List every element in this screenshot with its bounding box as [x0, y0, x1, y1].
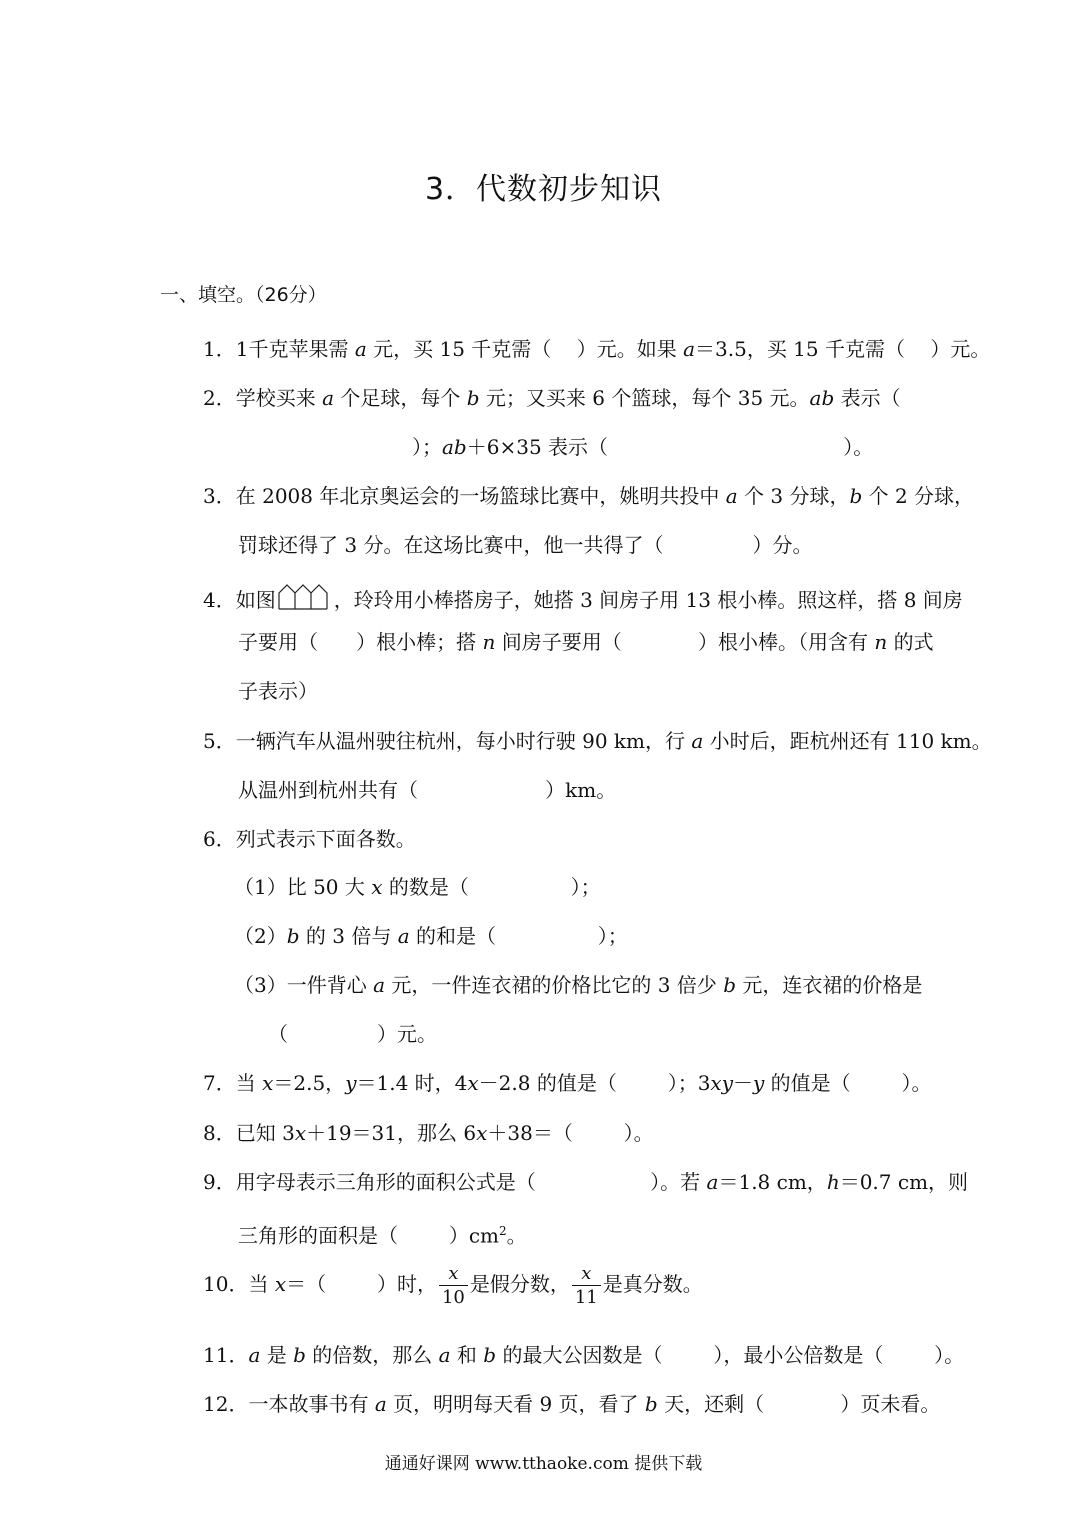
footer-credit: 通通好课网 www.tthaoke.com 提供下载 — [384, 1454, 703, 1474]
question-6-part-3: （3）一件背心 a 元，一件连衣裙的价格比它的 3 倍少 b 元，连衣裙的价格是 — [234, 973, 923, 997]
question-2-line-2: ）；ab＋6×35 表示（ ）。 — [412, 435, 874, 459]
question-4-line-2: 子要用（ ）根小棒；搭 n 间房子要用（ ）根小棒。（用含有 n 的式 — [238, 630, 934, 654]
question-1: 1．1千克苹果需 a 元，买 15 千克需（ ）元。如果 a＝3.5，买 15 千克需（ ）元。 — [203, 337, 991, 361]
question-2: 2．学校买来 a 个足球，每个 b 元；又买来 6 个篮球，每个 35 元。ab 表示（ — [203, 386, 901, 410]
question-10: 10．当 x＝（ ）时， $\frac{x}{10}$ 是假分数， $\frac{x}{11}$ 是真分数。 — [203, 1262, 703, 1308]
question-5: 5．一辆汽车从温州驶往杭州，每小时行驶 90 km，行 a 小时后，距杭州还有 110 km。 — [203, 729, 992, 753]
question-8: 8．已知 3x＋19＝31，那么 6x＋38＝（ ）。 — [203, 1121, 654, 1145]
question-3: 3．在 2008 年北京奥运会的一场篮球比赛中，姚明共投中 a 个 3 分球，b 个 2 分球， — [203, 484, 975, 508]
question-9-line-2: 三角形的面积是（ ）$cm^2$。 — [238, 1223, 527, 1248]
question-5-line-2: 从温州到杭州共有（ ）km。 — [238, 778, 617, 802]
question-4: 4．如图 ，玲玲用小棒搭房子，她搭 3 间房子用 13 根小棒。照这样，搭 8 间房 — [203, 584, 963, 616]
question-4-line-3: 子表示） — [238, 679, 318, 703]
question-6-part-1: （1）比 50 大 x 的数是（ ）； — [234, 875, 601, 899]
question-7: 7．当 x＝2.5，y＝1.4 时，4x－2.8 的值是（ ）；3xy－y 的值是（ ）。 — [203, 1071, 932, 1095]
fraction-x-over-11: $\frac{x}{11}$ — [572, 1265, 601, 1307]
houses-figure — [278, 584, 332, 616]
question-6-part-2: （2）b 的 3 倍与 a 的和是（ ）； — [234, 924, 628, 948]
section-heading: 一、填空。（26分） — [160, 284, 327, 306]
question-6: 6．列式表示下面各数。 — [203, 827, 416, 851]
question-11: 11．a 是 b 的倍数，那么 a 和 b 的最大公因数是（ ），最小公倍数是（ ）。 — [203, 1343, 965, 1367]
fraction-x-over-10: $\frac{x}{10}$ — [439, 1265, 468, 1307]
question-12: 12．一本故事书有 a 页，明明每天看 9 页，看了 b 天，还剩（ ）页未看。 — [203, 1392, 941, 1416]
question-9: 9．用字母表示三角形的面积公式是（ ）。若 a＝1.8 cm，h＝0.7 cm，则 — [203, 1170, 969, 1194]
question-6-part-3-line-2: （ ）元。 — [268, 1022, 438, 1046]
page-title: 3．代数初步知识 — [424, 172, 663, 207]
question-3-line-2: 罚球还得了 3 分。在这场比赛中，他一共得了（ ）分。 — [238, 533, 813, 557]
